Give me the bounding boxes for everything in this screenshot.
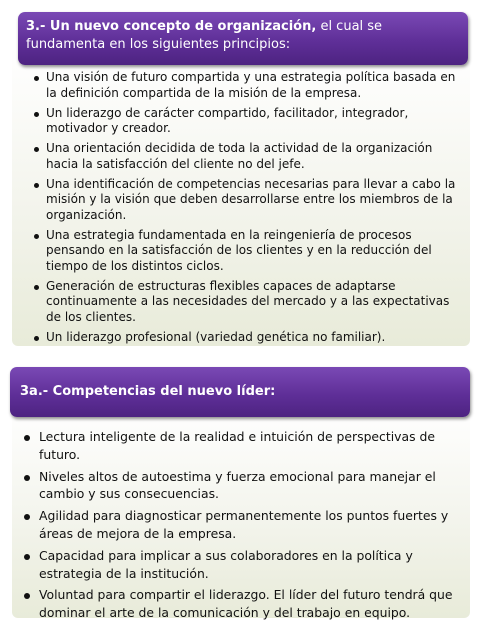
- list-item: Una identificación de competencias necesarias para llevar a cabo la misión y la visión que deben desarrollarse entre los miembros de la organización.: [32, 177, 462, 224]
- section-header-competencies: [10, 367, 470, 417]
- list-item: Capacidad para implicar a sus colaboradores en la política y estrategia de la institución.: [22, 547, 462, 583]
- list-item: Lectura inteligente de la realidad e intuición de perspectivas de futuro.: [22, 428, 462, 464]
- list-item: Agilidad para diagnosticar permanentemente los puntos fuertes y áreas de mejora de la empresa.: [22, 507, 462, 543]
- list-item: Niveles altos de autoestima y fuerza emocional para manejar el cambio y sus consecuencias.: [22, 468, 462, 504]
- section-title-bold: 3.- Un nuevo concepto de organización,: [26, 19, 317, 34]
- list-item: Una estrategia fundamentada en la reingeniería de procesos pensando en la satisfacción de los clientes y en la reducción del tiempo de los distintos ciclos.: [32, 228, 462, 275]
- list-item: Generación de estructuras flexibles capaces de adaptarse continuamente a las necesidades del mercado y a las expectativas de los clientes.: [32, 279, 462, 326]
- section-header-organization: [18, 12, 468, 65]
- list-item: Un liderazgo de carácter compartido, facilitador, integrador, motivador y creador.: [32, 106, 462, 137]
- list-item: Un liderazgo profesional (variedad genética no familiar).: [32, 330, 462, 346]
- section-title-rest: el cual se fundamenta en los siguientes principios:: [26, 19, 383, 52]
- list-item: Voluntad para compartir el liderazgo. El líder del futuro tendrá que dominar el arte de la comunicación y del trabajo en equipo.: [22, 586, 462, 622]
- list-item: Una visión de futuro compartida y una estrategia política basada en la definición compartida de la misión de la empresa.: [32, 70, 462, 101]
- list-item: Una orientación decidida de toda la actividad de la organización hacia la satisfacción del cliente no del jefe.: [32, 141, 462, 172]
- competencies-list: [22, 428, 462, 623]
- principles-list: [32, 70, 462, 350]
- section-title: 3a.- Competencias del nuevo líder:: [20, 384, 276, 399]
